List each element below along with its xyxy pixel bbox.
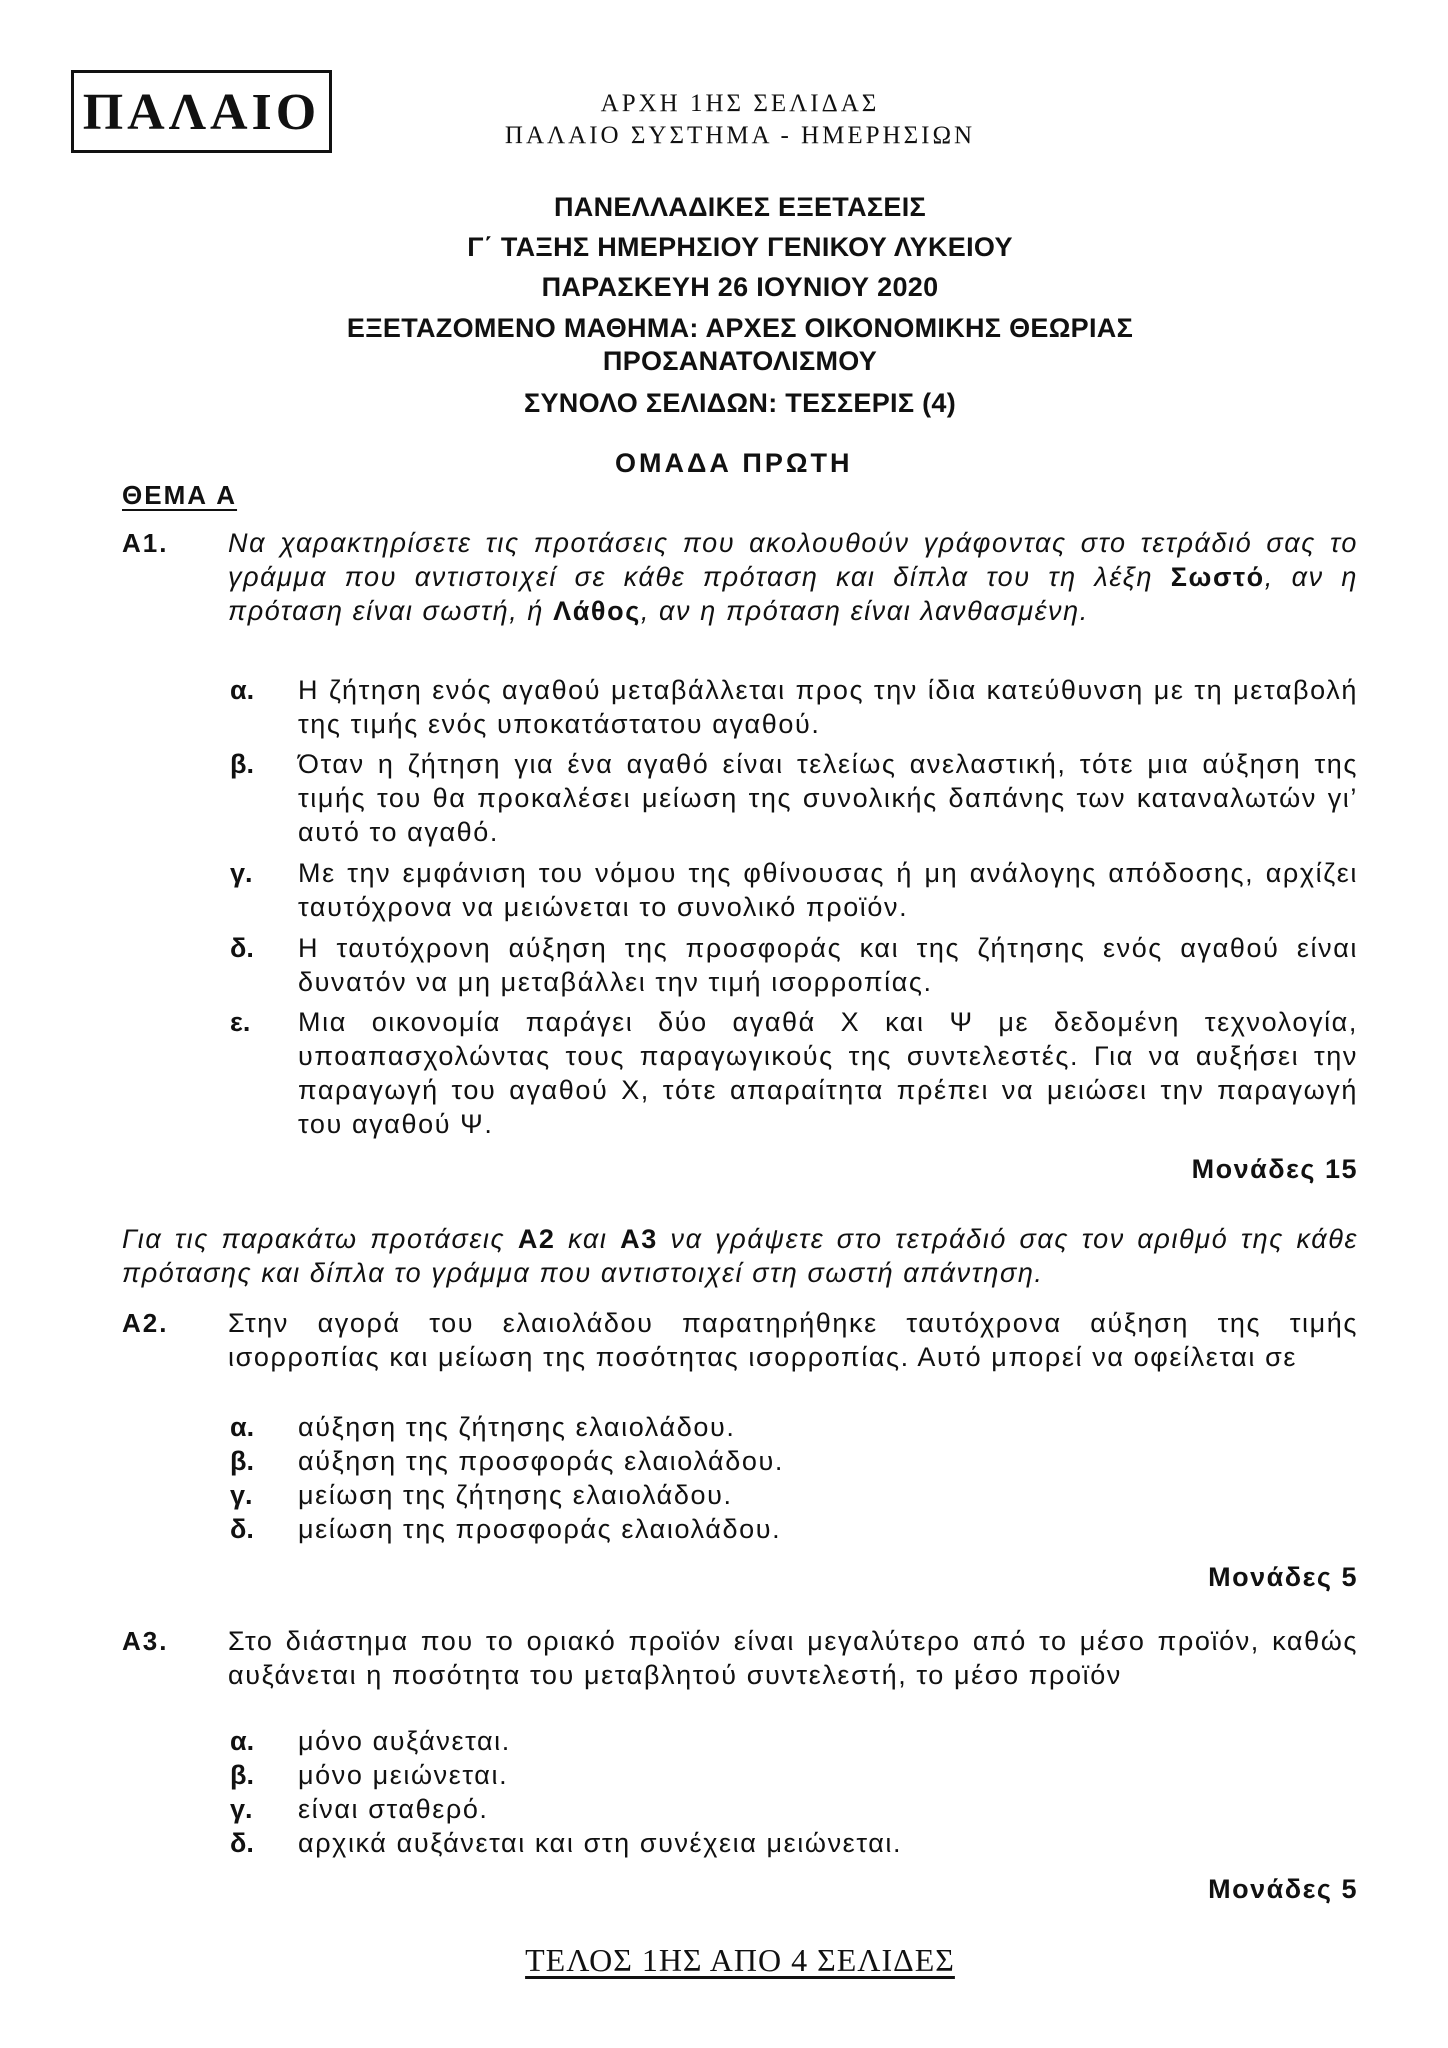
total-pages: ΣΥΝΟΛΟ ΣΕΛΙΔΩΝ: ΤΕΣΣΕΡΙΣ (4) (523, 388, 957, 418)
question-a3-text: Στο διάστημα που το οριακό προϊόν είναι μεγαλύτερο από το μέσο προϊόν, καθώς αυξάνεται η ποσότητα του μεταβλητού συντελεστή, το μέσο προϊόν (228, 1626, 1358, 1690)
page-start-heading: ΑΡΧΗ 1ΗΣ ΣΕΛΙΔΑΣ (600, 90, 880, 117)
a3-marks: Μονάδες 5 (1208, 1874, 1358, 1904)
a3-option-text: είναι σταθερό. (298, 1794, 489, 1824)
question-a1-intro: Να χαρακτηρίσετε τις προτάσεις που ακολουθούν γράφοντας στο τετράδιό σας το γράμμα που αντιστοιχεί σε κάθε πρόταση και δίπλα του τη λέξη Σωστό, αν η πρόταση είναι σωστή, ή Λάθος, αν η πρόταση είναι λανθασμένη. (228, 528, 1358, 626)
subject-title: ΕΞΕΤΑΖΟΜΕΝΟ ΜΑΘΗΜΑ: ΑΡΧΕΣ ΟΙΚΟΝΟΜΙΚΗΣ ΘΕΩΡΙΑΣ (346, 313, 1134, 343)
a2-option-letter: β. (230, 1446, 254, 1476)
exam-title: ΠΑΝΕΛΛΑΔΙΚΕΣ ΕΞΕΤΑΣΕΙΣ (553, 192, 927, 222)
page-end-footer: ΤΕΛΟΣ 1ΗΣ ΑΠΟ 4 ΣΕΛΙΔΕΣ (525, 1942, 955, 1978)
a1-item-letter: ε. (230, 1007, 251, 1037)
a3-option-letter: γ. (230, 1794, 253, 1824)
class-title: Γ΄ ΤΑΞΗΣ ΗΜΕΡΗΣΙΟΥ ΓΕΝΙΚΟΥ ΛΥΚΕΙΟΥ (467, 232, 1013, 262)
a2-marks: Μονάδες 5 (1208, 1562, 1358, 1592)
a3-option-text: μόνο μειώνεται. (298, 1760, 509, 1790)
a1-item-text: Όταν η ζήτηση για ένα αγαθό είναι τελείως ανελαστική, τότε μια αύξηση της τιμής του θα προκαλέσει μείωση της συνολικής δαπάνης των καταναλωτών γι’ αυτό το αγαθό. (298, 749, 1358, 847)
a1-item-text: Η ζήτηση ενός αγαθού μεταβάλλεται προς την ίδια κατεύθυνση με τη μεταβολή της τιμής ενός υποκατάστατου αγαθού. (298, 675, 1358, 739)
group-heading: ΟΜΑΔΑ ΠΡΩΤΗ (615, 448, 853, 478)
a2-option-text: αύξηση της ζήτησης ελαιολάδου. (298, 1412, 736, 1442)
a1-item-letter: α. (230, 675, 255, 705)
a3-option-letter: δ. (230, 1828, 254, 1858)
a1-item-text: Με την εμφάνιση του νόμου της φθίνουσας ή μη ανάλογης απόδοσης, αρχίζει ταυτόχρονα να μειώνεται το συνολικό προϊόν. (298, 858, 1358, 922)
a3-option-letter: β. (230, 1760, 254, 1790)
a1-item-letter: γ. (230, 858, 253, 888)
bold-wrong: Λάθος (553, 596, 641, 626)
question-label-a3: Α3. (122, 1626, 169, 1656)
a3-option-text: μόνο αυξάνεται. (298, 1726, 511, 1756)
question-label-a1: Α1. (122, 528, 169, 558)
a1-item-text: Μια οικονομία παράγει δύο αγαθά Χ και Ψ με δεδομένη τεχνολογία, υποαπασχολώντας τους παραγωγικούς της συντελεστές. Για να αυξήσει την παραγωγή του αγαθού Χ, τότε απαραίτητα πρέπει να μειώσει την παραγωγή του αγαθού Ψ. (298, 1007, 1358, 1139)
question-a2-text: Στην αγορά του ελαιολάδου παρατηρήθηκε ταυτόχρονα αύξηση της τιμής ισορροπίας και μείωση της ποσότητας ισορροπίας. Αυτό μπορεί να οφείλεται σε (228, 1308, 1358, 1372)
a2-option-letter: α. (230, 1412, 255, 1442)
theme-heading: ΘΕΜΑ Α (122, 480, 238, 510)
a2-option-text: μείωση της ζήτησης ελαιολάδου. (298, 1480, 733, 1510)
a2-option-letter: γ. (230, 1480, 253, 1510)
a2-option-text: μείωση της προσφοράς ελαιολάδου. (298, 1514, 782, 1544)
question-label-a2: Α2. (122, 1308, 169, 1338)
a1-item-text: Η ταυτόχρονη αύξηση της προσφοράς και της ζήτησης ενός αγαθού είναι δυνατόν να μη μεταβάλλει την τιμή ισορροπίας. (298, 933, 1358, 997)
a2-a3-instructions: Για τις παρακάτω προτάσεις Α2 και Α3 να γράψετε στο τετράδιό σας τον αριθμό της κάθε πρότασης και δίπλα το γράμμα που αντιστοιχεί στη σωστή απάντηση. (122, 1224, 1359, 1288)
a1-marks: Μονάδες 15 (1191, 1154, 1358, 1184)
old-system-stamp: ΠΑΛΑΙΟ (71, 70, 332, 153)
a3-option-text: αρχικά αυξάνεται και στη συνέχεια μειώνεται. (298, 1828, 903, 1858)
system-heading: ΠΑΛΑΙΟ ΣΥΣΤΗΜΑ - ΗΜΕΡΗΣΙΩΝ (504, 122, 976, 149)
a3-option-letter: α. (230, 1726, 255, 1756)
a1-item-letter: δ. (230, 933, 254, 963)
subject-orientation: ΠΡΟΣΑΝΑΤΟΛΙΣΜΟΥ (602, 346, 878, 376)
exam-date: ΠΑΡΑΣΚΕΥΗ 26 ΙΟΥΝΙΟΥ 2020 (541, 272, 939, 302)
bold-correct: Σωστό (1170, 562, 1265, 592)
a2-option-text: αύξηση της προσφοράς ελαιολάδου. (298, 1446, 784, 1476)
a2-option-letter: δ. (230, 1514, 254, 1544)
a1-item-letter: β. (230, 749, 254, 779)
